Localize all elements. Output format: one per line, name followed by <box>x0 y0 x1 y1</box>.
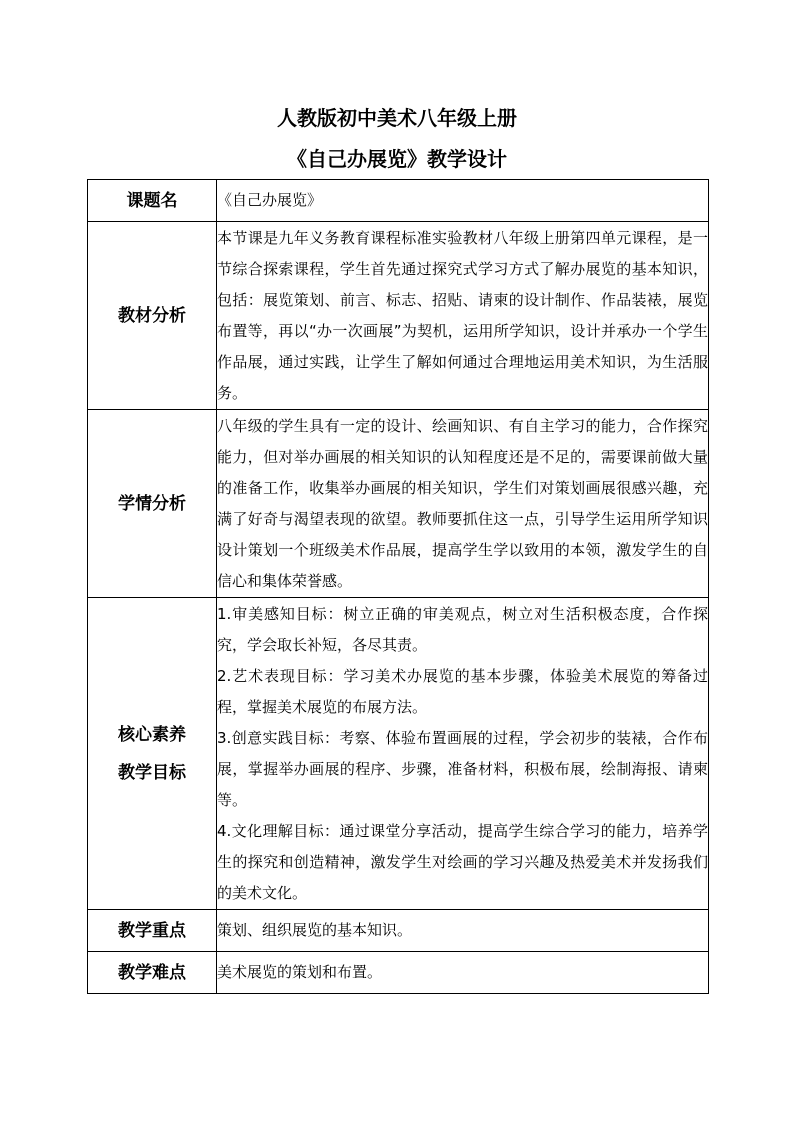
row-label-core-objectives-line-2: 教学目标 <box>118 762 186 783</box>
document-subtitle: 《自己办展览》教学设计 <box>287 147 507 171</box>
lesson-design-table <box>87 179 709 994</box>
row-content-textbook-analysis: 本节课是九年义务教育课程标准实验教材八年级上册第四单元课程，是一节综合探索课程，学生首先通过探究式学习方式了解办展览的基本知识，包括：展览策划、前言、标志、招贴、请柬的设计制作、作品装裱，展览布置等，再以“办一次画展”为契机，运用所学知识，设计并承办一个学生作品展，通过实践，让学生了解如何通过合理地运用美术知识，为生活服务。 <box>217 222 709 410</box>
table-row-textbook-analysis <box>88 222 709 410</box>
row-content-core-objectives <box>217 598 709 910</box>
row-content-key-points: 策划、组织展览的基本知识。 <box>217 910 709 952</box>
row-label-textbook-analysis: 教材分析 <box>88 222 217 410</box>
objective-item-creative-practice: 3.创意实践目标：考察、体验布置画展的过程，学会初步的装裱，合作布展，掌握举办画展的程序、步骤，准备材料，积极布展，绘制海报、请柬等。 <box>217 728 708 809</box>
row-label-difficult-points: 教学难点 <box>88 952 217 994</box>
row-label-core-objectives <box>88 598 217 910</box>
row-label-core-objectives-line-1: 核心素养 <box>118 724 186 745</box>
table-row-topic <box>88 180 709 222</box>
row-label-topic: 课题名 <box>88 180 217 222</box>
row-content-topic: 《自己办展览》 <box>217 180 709 222</box>
row-content-difficult-points: 美术展览的策划和布置。 <box>217 952 709 994</box>
row-label-student-analysis: 学情分析 <box>88 410 217 598</box>
table-row-core-objectives <box>88 598 709 910</box>
objective-item-artistic-expression: 2.艺术表现目标：学习美术办展览的基本步骤，体验美术展览的筹备过程，掌握美术展览的布展方法。 <box>217 666 708 716</box>
row-content-student-analysis: 八年级的学生具有一定的设计、绘画知识、有自主学习的能力，合作探究能力，但对举办画展的相关知识的认知程度还是不足的，需要课前做大量的准备工作，收集举办画展的相关知识，学生们对策划画展很感兴趣，充满了好奇与渴望表现的欲望。教师要抓住这一点，引导学生运用所学知识设计策划一个班级美术作品展，提高学生学以致用的本领，激发学生的自信心和集体荣誉感。 <box>217 410 709 598</box>
table-row-difficult-points <box>88 952 709 994</box>
table-row-student-analysis <box>88 410 709 598</box>
table-row-key-points <box>88 910 709 952</box>
row-label-key-points: 教学重点 <box>88 910 217 952</box>
objective-item-cultural-understanding: 4.文化理解目标：通过课堂分享活动，提高学生综合学习的能力，培养学生的探究和创造精神，激发学生对绘画的学习兴趣及热爱美术并发扬我们的美术文化。 <box>217 821 708 902</box>
document-title: 人教版初中美术八年级上册 <box>277 106 517 130</box>
objective-item-aesthetic: 1.审美感知目标：树立正确的审美观点，树立对生活积极态度，合作探究，学会取长补短，各尽其责。 <box>217 604 708 654</box>
